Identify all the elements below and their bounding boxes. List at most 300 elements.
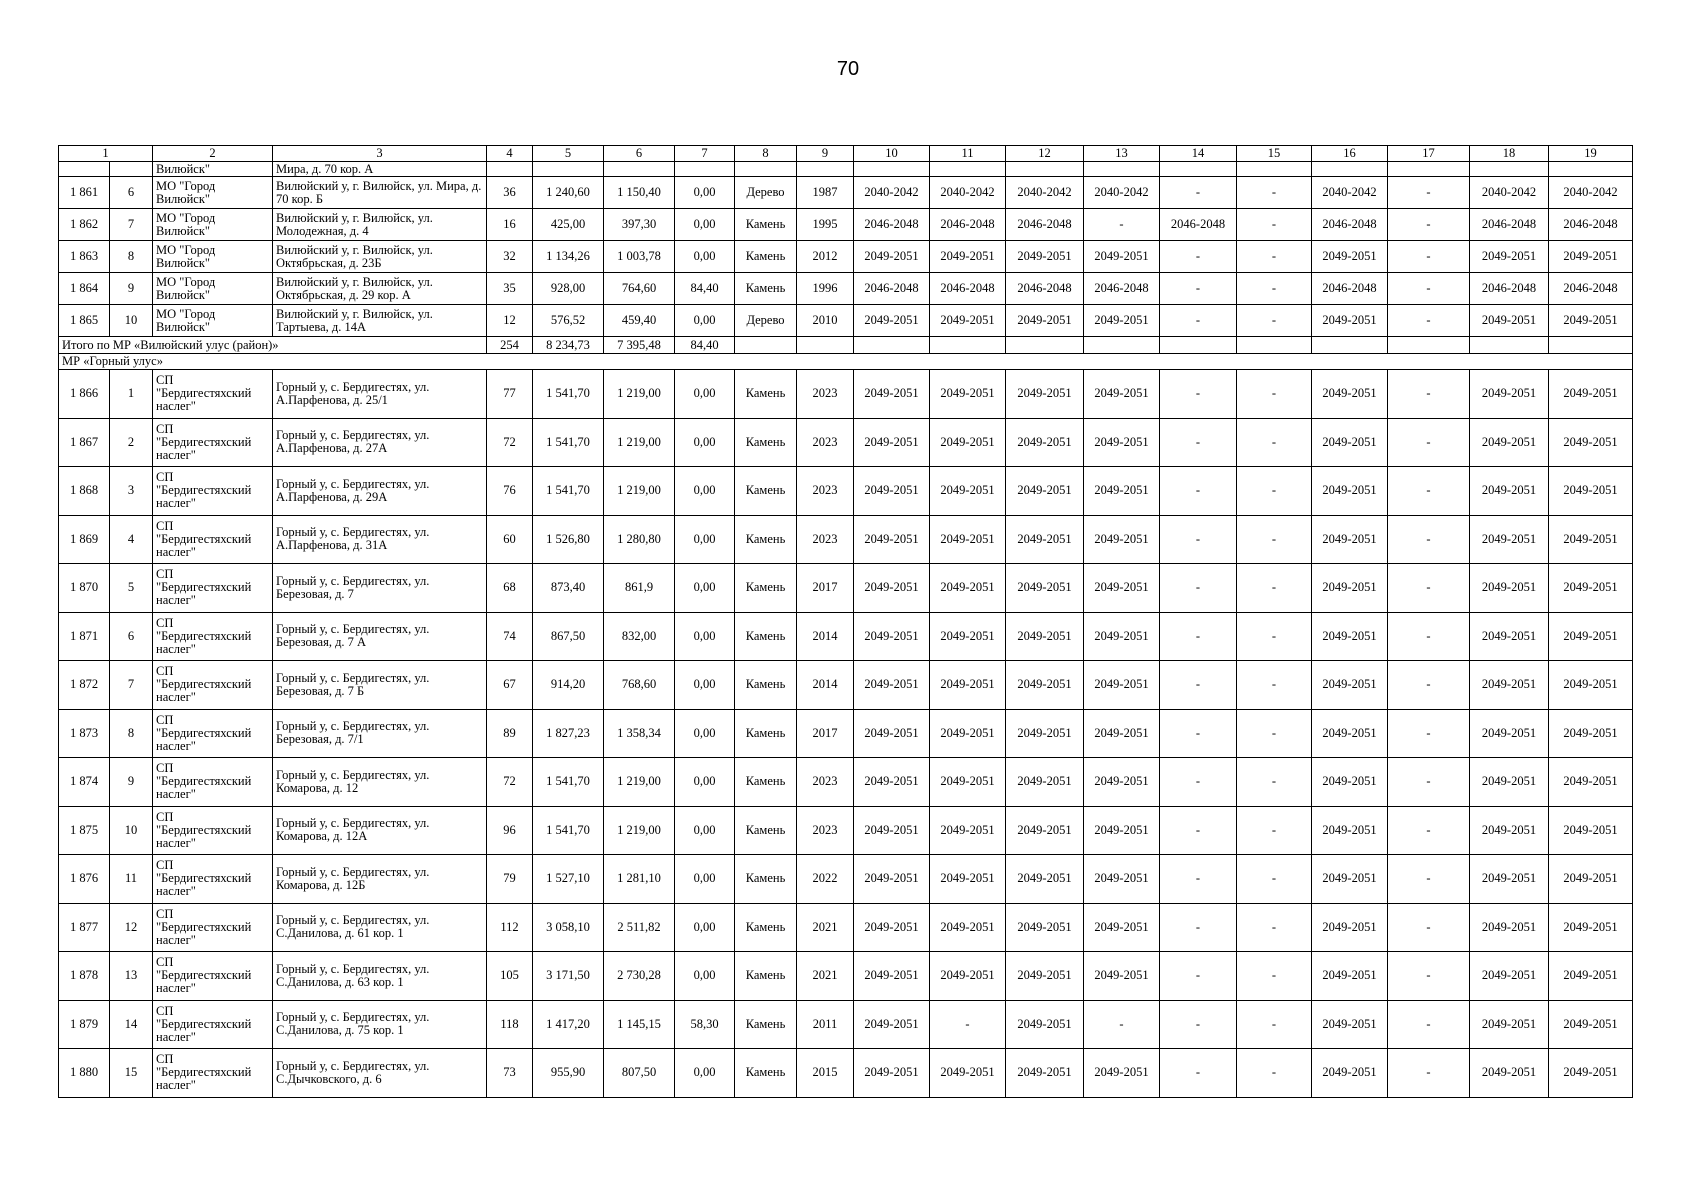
material-cell: Камень <box>735 952 797 1001</box>
table-row <box>59 903 1633 952</box>
col11-cell: 2049-2051 <box>930 709 1006 758</box>
material-cell: Камень <box>735 1000 797 1049</box>
material-cell: Камень <box>735 564 797 613</box>
col10-cell: 2049-2051 <box>854 418 930 467</box>
col18-cell: 2049-2051 <box>1470 241 1549 273</box>
local-number-cell: 7 <box>110 209 153 241</box>
col6-cell: 1 145,15 <box>604 1000 675 1049</box>
col12-cell: 2049-2051 <box>1006 758 1084 807</box>
col7-cell: 0,00 <box>675 209 735 241</box>
col17-cell: - <box>1388 758 1470 807</box>
material-cell: Камень <box>735 709 797 758</box>
column-number-header-cell: 11 <box>930 146 1006 162</box>
register-number-cell: 1 863 <box>59 241 110 273</box>
col19-cell: 2049-2051 <box>1549 855 1633 904</box>
col11-cell: 2049-2051 <box>930 467 1006 516</box>
col11-cell: 2049-2051 <box>930 855 1006 904</box>
col15-cell: - <box>1237 855 1312 904</box>
table-row <box>59 855 1633 904</box>
address-cell: Вилюйский у, г. Вилюйск, ул. Молодежная, д. 4 <box>273 209 487 241</box>
col10-cell: 2049-2051 <box>854 855 930 904</box>
material-cell: Камень <box>735 515 797 564</box>
year-cell: 2023 <box>797 467 854 516</box>
col5-cell: 1 526,80 <box>533 515 604 564</box>
col4-cell: 74 <box>487 612 533 661</box>
col10-cell: 2049-2051 <box>854 952 930 1001</box>
col4-cell: 72 <box>487 758 533 807</box>
year-cell: 1996 <box>797 273 854 305</box>
col15-cell: - <box>1237 515 1312 564</box>
col18-cell: 2049-2051 <box>1470 661 1549 710</box>
col11-cell: 2049-2051 <box>930 241 1006 273</box>
municipality-cell: СП "Бердигестяхский наслег" <box>153 661 273 710</box>
total-value-cell: 254 <box>487 337 533 354</box>
col19-cell: 2049-2051 <box>1549 305 1633 337</box>
col13-cell: 2046-2048 <box>1084 273 1160 305</box>
col18-cell: 2049-2051 <box>1470 1000 1549 1049</box>
column-number-header-cell: 18 <box>1470 146 1549 162</box>
col12-cell: 2049-2051 <box>1006 467 1084 516</box>
register-number-cell: 1 861 <box>59 177 110 209</box>
col4-cell: 118 <box>487 1000 533 1049</box>
col10-cell: 2049-2051 <box>854 612 930 661</box>
col14-cell: - <box>1160 709 1237 758</box>
local-number-cell: 15 <box>110 1049 153 1098</box>
material-cell: Камень <box>735 806 797 855</box>
page-number: 70 <box>836 58 860 80</box>
col6-cell: 1 219,00 <box>604 467 675 516</box>
material-cell: Камень <box>735 612 797 661</box>
municipality-cell: МО "Город Вилюйск" <box>153 305 273 337</box>
col14-cell: - <box>1160 612 1237 661</box>
col12-cell: 2049-2051 <box>1006 855 1084 904</box>
col11-cell: 2049-2051 <box>930 612 1006 661</box>
col6-cell: 1 219,00 <box>604 806 675 855</box>
table-row <box>59 758 1633 807</box>
municipality-cell: СП "Бердигестяхский наслег" <box>153 855 273 904</box>
register-number-cell: 1 870 <box>59 564 110 613</box>
column-number-header-cell: 8 <box>735 146 797 162</box>
col4-cell: 60 <box>487 515 533 564</box>
col4-cell: 72 <box>487 418 533 467</box>
col11-cell: 2049-2051 <box>930 418 1006 467</box>
col14-cell: 2046-2048 <box>1160 209 1237 241</box>
col10-cell: 2049-2051 <box>854 1049 930 1098</box>
empty-cell <box>1312 337 1388 354</box>
year-cell: 2014 <box>797 612 854 661</box>
local-number-cell: 8 <box>110 709 153 758</box>
col6-cell: 807,50 <box>604 1049 675 1098</box>
col13-cell: 2049-2051 <box>1084 855 1160 904</box>
address-cell: Горный у, с. Бердигестях, ул. С.Данилова, д. 75 кор. 1 <box>273 1000 487 1049</box>
municipality-cell: СП "Бердигестяхский наслег" <box>153 515 273 564</box>
col5-cell: 1 134,26 <box>533 241 604 273</box>
address-cell: Вилюйский у, г. Вилюйск, ул. Октябрьская, д. 23Б <box>273 241 487 273</box>
column-number-header-cell: 4 <box>487 146 533 162</box>
col18-cell: 2049-2051 <box>1470 1049 1549 1098</box>
year-cell: 2015 <box>797 1049 854 1098</box>
table-row <box>59 709 1633 758</box>
col11-cell: 2046-2048 <box>930 209 1006 241</box>
address-cell: Горный у, с. Бердигестях, ул. А.Парфенова, д. 27А <box>273 418 487 467</box>
col17-cell: - <box>1388 855 1470 904</box>
col12-cell: 2049-2051 <box>1006 903 1084 952</box>
year-cell: 2023 <box>797 515 854 564</box>
register-number-cell: 1 865 <box>59 305 110 337</box>
municipality-cell: СП "Бердигестяхский наслег" <box>153 806 273 855</box>
col10-cell: 2049-2051 <box>854 515 930 564</box>
col6-cell: 397,30 <box>604 209 675 241</box>
table-row <box>59 806 1633 855</box>
table-row <box>59 1049 1633 1098</box>
address-cell: Горный у, с. Бердигестях, ул. Березовая, д. 7 Б <box>273 661 487 710</box>
col5-cell: 1 827,23 <box>533 709 604 758</box>
col18-cell: 2049-2051 <box>1470 758 1549 807</box>
municipality-cell: МО "Город Вилюйск" <box>153 209 273 241</box>
group-row <box>59 354 1633 370</box>
col12-cell: 2049-2051 <box>1006 418 1084 467</box>
col17-cell: - <box>1388 806 1470 855</box>
local-number-cell: 2 <box>110 418 153 467</box>
col16-cell: 2049-2051 <box>1312 661 1388 710</box>
col7-cell: 0,00 <box>675 661 735 710</box>
col18-cell: 2049-2051 <box>1470 903 1549 952</box>
year-cell: 2023 <box>797 370 854 419</box>
col13-cell: 2049-2051 <box>1084 952 1160 1001</box>
col15-cell: - <box>1237 177 1312 209</box>
col10-cell: 2049-2051 <box>854 467 930 516</box>
column-number-header <box>59 146 1633 162</box>
col6-cell: 459,40 <box>604 305 675 337</box>
col4-cell: 35 <box>487 273 533 305</box>
col10-cell: 2049-2051 <box>854 305 930 337</box>
col19-cell: 2049-2051 <box>1549 758 1633 807</box>
col7-cell: 0,00 <box>675 370 735 419</box>
material-cell: Камень <box>735 273 797 305</box>
register-number-cell: 1 879 <box>59 1000 110 1049</box>
col17-cell: - <box>1388 305 1470 337</box>
municipality-cell: СП "Бердигестяхский наслег" <box>153 1000 273 1049</box>
col11-cell: - <box>930 1000 1006 1049</box>
address-cell: Горный у, с. Бердигестях, ул. А.Парфенова, д. 29А <box>273 467 487 516</box>
col5-cell: 914,20 <box>533 661 604 710</box>
col14-cell: - <box>1160 952 1237 1001</box>
col15-cell: - <box>1237 209 1312 241</box>
col14-cell: - <box>1160 273 1237 305</box>
col16-cell: 2049-2051 <box>1312 758 1388 807</box>
address-cell: Горный у, с. Бердигестях, ул. А.Парфенова, д. 25/1 <box>273 370 487 419</box>
register-number-cell: 1 868 <box>59 467 110 516</box>
address-cell: Вилюйский у, г. Вилюйск, ул. Октябрьская, д. 29 кор. А <box>273 273 487 305</box>
col17-cell: - <box>1388 661 1470 710</box>
empty-cell <box>1388 337 1470 354</box>
column-number-header-cell: 15 <box>1237 146 1312 162</box>
table-row <box>59 241 1633 273</box>
col12-cell: 2049-2051 <box>1006 1049 1084 1098</box>
housing-register-table <box>58 145 1633 1098</box>
municipality-cell: МО "Город Вилюйск" <box>153 241 273 273</box>
address-cell: Горный у, с. Бердигестях, ул. С.Данилова, д. 61 кор. 1 <box>273 903 487 952</box>
col5-cell: 1 541,70 <box>533 418 604 467</box>
col4-cell: 77 <box>487 370 533 419</box>
year-cell: 2014 <box>797 661 854 710</box>
column-number-header-cell: 3 <box>273 146 487 162</box>
col19-cell: 2049-2051 <box>1549 515 1633 564</box>
col6-cell: 768,60 <box>604 661 675 710</box>
table-row <box>59 177 1633 209</box>
municipality-cell: СП "Бердигестяхский наслег" <box>153 467 273 516</box>
col6-cell: 861,9 <box>604 564 675 613</box>
year-cell: 2012 <box>797 241 854 273</box>
col15-cell: - <box>1237 305 1312 337</box>
col13-cell: 2049-2051 <box>1084 467 1160 516</box>
col4-cell: 89 <box>487 709 533 758</box>
col16-cell: 2049-2051 <box>1312 806 1388 855</box>
register-number-cell: 1 864 <box>59 273 110 305</box>
col6-cell: 832,00 <box>604 612 675 661</box>
col15-cell: - <box>1237 1000 1312 1049</box>
year-cell: 2011 <box>797 1000 854 1049</box>
col5-cell: 425,00 <box>533 209 604 241</box>
register-number-cell: 1 871 <box>59 612 110 661</box>
col12-cell: 2040-2042 <box>1006 177 1084 209</box>
col15-cell: - <box>1237 370 1312 419</box>
table-row <box>59 661 1633 710</box>
col13-cell: 2049-2051 <box>1084 564 1160 613</box>
municipality-cell: МО "Город Вилюйск" <box>153 177 273 209</box>
col19-cell: 2040-2042 <box>1549 177 1633 209</box>
local-number-cell: 5 <box>110 564 153 613</box>
register-number-cell: 1 874 <box>59 758 110 807</box>
col12-cell: 2049-2051 <box>1006 564 1084 613</box>
col5-cell: 1 527,10 <box>533 855 604 904</box>
col14-cell: - <box>1160 467 1237 516</box>
col5-cell: 576,52 <box>533 305 604 337</box>
material-cell: Камень <box>735 418 797 467</box>
register-number-cell: 1 875 <box>59 806 110 855</box>
address-cell: Горный у, с. Бердигестях, ул. С.Данилова, д. 63 кор. 1 <box>273 952 487 1001</box>
col12-cell: 2049-2051 <box>1006 1000 1084 1049</box>
col17-cell: - <box>1388 467 1470 516</box>
col17-cell: - <box>1388 241 1470 273</box>
column-number-header-cell: 19 <box>1549 146 1633 162</box>
address-cell: Горный у, с. Бердигестях, ул. Березовая, д. 7 А <box>273 612 487 661</box>
col4-cell: 76 <box>487 467 533 516</box>
col6-cell: 1 219,00 <box>604 370 675 419</box>
col12-cell: 2049-2051 <box>1006 305 1084 337</box>
col10-cell: 2049-2051 <box>854 370 930 419</box>
col4-cell: 112 <box>487 903 533 952</box>
col5-cell: 3 171,50 <box>533 952 604 1001</box>
address-cell: Горный у, с. Бердигестях, ул. Березовая, д. 7 <box>273 564 487 613</box>
municipality-cell: СП "Бердигестяхский наслег" <box>153 1049 273 1098</box>
col16-cell: 2049-2051 <box>1312 1000 1388 1049</box>
col5-cell: 3 058,10 <box>533 903 604 952</box>
col6-cell: 1 280,80 <box>604 515 675 564</box>
col6-cell: 1 150,40 <box>604 177 675 209</box>
col13-cell: 2049-2051 <box>1084 418 1160 467</box>
col10-cell: 2040-2042 <box>854 177 930 209</box>
col4-cell: 36 <box>487 177 533 209</box>
col4-cell: 79 <box>487 855 533 904</box>
col11-cell: 2049-2051 <box>930 305 1006 337</box>
year-cell: 2017 <box>797 564 854 613</box>
col19-cell: 2049-2051 <box>1549 612 1633 661</box>
local-number-cell: 9 <box>110 273 153 305</box>
col18-cell: 2049-2051 <box>1470 418 1549 467</box>
col12-cell: 2049-2051 <box>1006 370 1084 419</box>
register-number-cell: 1 876 <box>59 855 110 904</box>
col16-cell: 2049-2051 <box>1312 612 1388 661</box>
col14-cell: - <box>1160 661 1237 710</box>
col4-cell: 12 <box>487 305 533 337</box>
col17-cell: - <box>1388 209 1470 241</box>
col6-cell: 1 003,78 <box>604 241 675 273</box>
col6-cell: 764,60 <box>604 273 675 305</box>
col17-cell: - <box>1388 370 1470 419</box>
empty-cell <box>1084 337 1160 354</box>
col11-cell: 2049-2051 <box>930 661 1006 710</box>
col17-cell: - <box>1388 903 1470 952</box>
col7-cell: 0,00 <box>675 515 735 564</box>
col18-cell: 2049-2051 <box>1470 305 1549 337</box>
group-label-cell: МР «Горный улус» <box>59 354 1633 370</box>
col10-cell: 2046-2048 <box>854 273 930 305</box>
col6-cell: 1 358,34 <box>604 709 675 758</box>
table-row <box>59 612 1633 661</box>
column-number-header-cell: 1 <box>59 146 153 162</box>
col19-cell: 2046-2048 <box>1549 273 1633 305</box>
col10-cell: 2049-2051 <box>854 1000 930 1049</box>
total-value-cell: 8 234,73 <box>533 337 604 354</box>
col6-cell: 1 219,00 <box>604 758 675 807</box>
col12-cell: 2049-2051 <box>1006 952 1084 1001</box>
local-number-cell: 6 <box>110 612 153 661</box>
col13-cell: 2040-2042 <box>1084 177 1160 209</box>
col13-cell: 2049-2051 <box>1084 709 1160 758</box>
col18-cell: 2049-2051 <box>1470 564 1549 613</box>
col12-cell: 2049-2051 <box>1006 806 1084 855</box>
municipality-cell: СП "Бердигестяхский наслег" <box>153 952 273 1001</box>
municipality-cell: СП "Бердигестяхский наслег" <box>153 758 273 807</box>
local-number-cell: 1 <box>110 370 153 419</box>
col14-cell: - <box>1160 1049 1237 1098</box>
local-number-cell: 14 <box>110 1000 153 1049</box>
col10-cell: 2049-2051 <box>854 564 930 613</box>
col17-cell: - <box>1388 1049 1470 1098</box>
local-number-cell: 11 <box>110 855 153 904</box>
col5-cell: 1 541,70 <box>533 758 604 807</box>
table-row <box>59 952 1633 1001</box>
col7-cell: 0,00 <box>675 903 735 952</box>
column-number-header-cell: 16 <box>1312 146 1388 162</box>
local-number-cell: 4 <box>110 515 153 564</box>
material-cell: Камень <box>735 903 797 952</box>
col14-cell: - <box>1160 177 1237 209</box>
col10-cell: 2049-2051 <box>854 709 930 758</box>
col17-cell: - <box>1388 709 1470 758</box>
col11-cell: 2046-2048 <box>930 273 1006 305</box>
col18-cell: 2040-2042 <box>1470 177 1549 209</box>
col7-cell: 0,00 <box>675 241 735 273</box>
municipality-cell: СП "Бердигестяхский наслег" <box>153 418 273 467</box>
col19-cell: 2049-2051 <box>1549 903 1633 952</box>
col7-cell: 0,00 <box>675 709 735 758</box>
col15-cell: - <box>1237 1049 1312 1098</box>
register-number-cell: 1 867 <box>59 418 110 467</box>
col4-cell: 96 <box>487 806 533 855</box>
col13-cell: 2049-2051 <box>1084 1049 1160 1098</box>
local-number-cell: 12 <box>110 903 153 952</box>
col13-cell: 2049-2051 <box>1084 370 1160 419</box>
col11-cell: 2049-2051 <box>930 1049 1006 1098</box>
table-row <box>59 418 1633 467</box>
col12-cell: 2049-2051 <box>1006 709 1084 758</box>
col16-cell: 2046-2048 <box>1312 209 1388 241</box>
col10-cell: 2046-2048 <box>854 209 930 241</box>
col15-cell: - <box>1237 806 1312 855</box>
col16-cell: 2049-2051 <box>1312 305 1388 337</box>
col11-cell: 2049-2051 <box>930 952 1006 1001</box>
col18-cell: 2046-2048 <box>1470 209 1549 241</box>
col10-cell: 2049-2051 <box>854 806 930 855</box>
col17-cell: - <box>1388 1000 1470 1049</box>
col16-cell: 2049-2051 <box>1312 564 1388 613</box>
empty-cell <box>735 337 797 354</box>
col18-cell: 2049-2051 <box>1470 952 1549 1001</box>
column-number-header-cell: 6 <box>604 146 675 162</box>
table-row <box>59 305 1633 337</box>
col14-cell: - <box>1160 806 1237 855</box>
address-cell: Горный у, с. Бердигестях, ул. С.Дычковского, д. 6 <box>273 1049 487 1098</box>
column-number-header-cell: 5 <box>533 146 604 162</box>
empty-cell <box>1006 337 1084 354</box>
col7-cell: 0,00 <box>675 758 735 807</box>
material-cell: Дерево <box>735 305 797 337</box>
municipality-cell: СП "Бердигестяхский наслег" <box>153 370 273 419</box>
col19-cell: 2049-2051 <box>1549 1049 1633 1098</box>
col13-cell: 2049-2051 <box>1084 612 1160 661</box>
col15-cell: - <box>1237 241 1312 273</box>
empty-cell <box>1549 337 1633 354</box>
col16-cell: 2049-2051 <box>1312 952 1388 1001</box>
material-cell: Камень <box>735 241 797 273</box>
register-number-cell: 1 872 <box>59 661 110 710</box>
register-number-cell: 1 878 <box>59 952 110 1001</box>
register-number-cell: 1 877 <box>59 903 110 952</box>
table-row <box>59 467 1633 516</box>
col5-cell: 1 240,60 <box>533 177 604 209</box>
local-number-cell: 3 <box>110 467 153 516</box>
local-number-cell: 6 <box>110 177 153 209</box>
col14-cell: - <box>1160 564 1237 613</box>
empty-cell <box>930 337 1006 354</box>
col13-cell: 2049-2051 <box>1084 241 1160 273</box>
local-number-cell: 10 <box>110 806 153 855</box>
col12-cell: 2046-2048 <box>1006 209 1084 241</box>
col7-cell: 0,00 <box>675 177 735 209</box>
col16-cell: 2049-2051 <box>1312 418 1388 467</box>
col14-cell: - <box>1160 241 1237 273</box>
col19-cell: 2049-2051 <box>1549 241 1633 273</box>
col17-cell: - <box>1388 612 1470 661</box>
col5-cell: 1 417,20 <box>533 1000 604 1049</box>
col15-cell: - <box>1237 467 1312 516</box>
col4-cell: 32 <box>487 241 533 273</box>
year-cell: 2017 <box>797 709 854 758</box>
col16-cell: 2049-2051 <box>1312 903 1388 952</box>
col11-cell: 2049-2051 <box>930 806 1006 855</box>
